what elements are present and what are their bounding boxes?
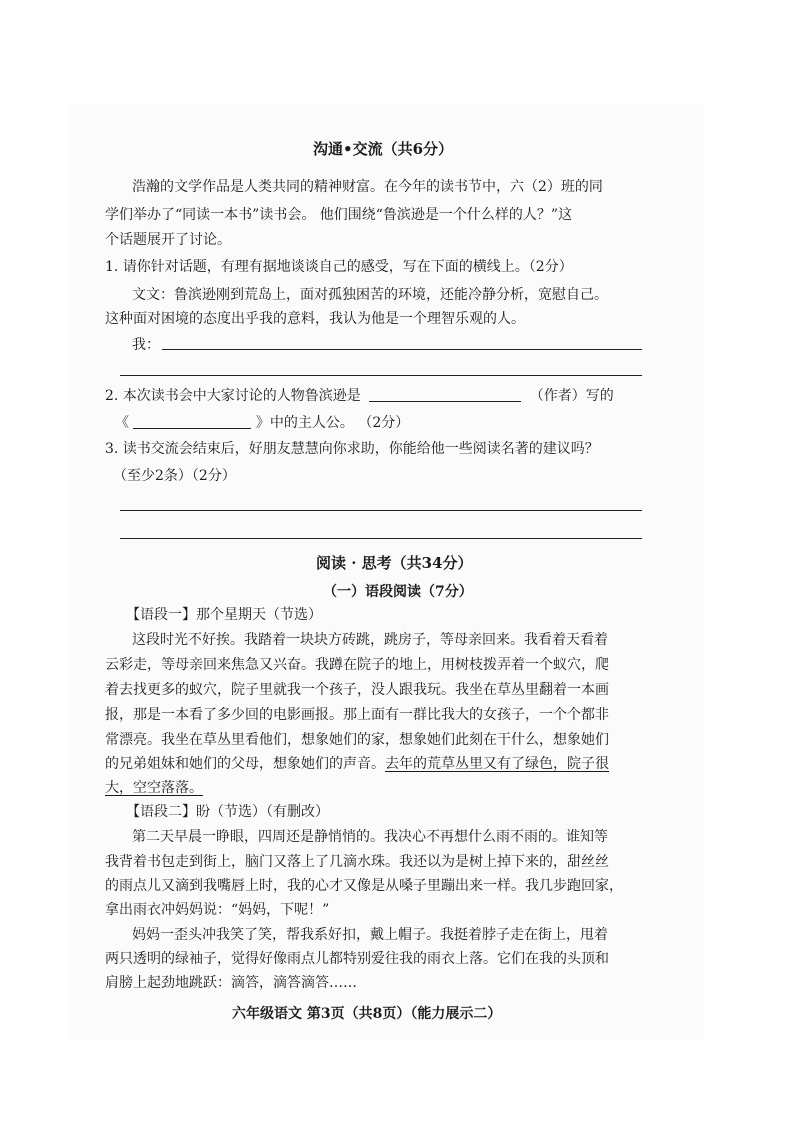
passage-2-line-7: 肩膀上起劲地跳跃：滴答，滴答滴答…… — [105, 975, 357, 991]
passage-1-line-1: 这段时光不好挨。我踏着一块块方砖跳，跳房子，等母亲回来。我看着天看着 — [132, 632, 608, 648]
passage-2-header: 【语段二】盼（节选）（有删改） — [126, 804, 329, 820]
question-3-line-1: 3. 读书交流会结束后，好朋友慧慧向你求助，你能给他一些阅读名著的建议吗？ — [105, 441, 599, 457]
q3-answer-line-2[interactable] — [120, 538, 642, 539]
q1-example-line-2: 这种面对困境的态度出乎我的意料，我认为他是一个理智乐观的人。 — [105, 311, 525, 327]
question-2-line-1 — [105, 384, 614, 408]
q2-author-blank[interactable] — [369, 387, 521, 402]
passage-2-line-1: 第二天早晨一睁眼，四周还是静悄悄的。我决心不再想什么雨不雨的。谁知等 — [132, 829, 608, 845]
question-1: 1. 请你针对话题，有理有据地谈谈自己的感受，写在下面的横线上。（2分） — [105, 259, 573, 275]
passage-2-line-2: 我背着书包走到街上，脑门又落上了几滴水珠。我还以为是树上掉下来的，甜丝丝 — [105, 854, 609, 870]
passage-1-line-3: 着去找更多的蚁穴，院子里就我一个孩子，没人跟我玩。我坐在草丛里翻着一本画 — [105, 682, 609, 698]
passage-2-line-3: 的雨点儿又滴到我嘴唇上时，我的心才又像是从嗓子里蹦出来一样。我几步跑回家， — [105, 878, 623, 894]
q1-answer-line-2[interactable] — [120, 375, 642, 376]
passage-1-line-5: 常漂亮。我坐在草丛里看他们，想象她们的家，想象她们此刻在干什么，想象她们 — [105, 732, 609, 748]
section-subtitle-passage-reading: （一）语段阅读（7分） — [323, 584, 473, 600]
passage-1-line-2: 云彩走，等母亲回来焦急又兴奋。我蹲在院子的地上，用树枝拨弄着一个蚁穴，爬 — [105, 657, 609, 673]
q2-text-3: 》中的主人公。 （2分） — [255, 415, 410, 431]
q2-bracket-open: 《 — [115, 415, 129, 431]
question-3-line-2: （至少2条）（2分） — [113, 468, 236, 484]
q1-answer-label: 我： — [132, 337, 160, 353]
passage-1-underlined-sentence: 去年的荒草丛里又有了绿色，院子很 — [385, 756, 609, 772]
intro-line-2: 学们举办了“同读一本书”读书会。 他们围绕“鲁滨逊是一个什么样的人？”这 — [105, 207, 573, 223]
passage-1-line-6 — [105, 752, 609, 776]
passage-1-header: 【语段一】那个星期天（节选） — [126, 607, 322, 623]
q1-answer-line-1[interactable] — [162, 349, 642, 350]
passage-2-line-5: 妈妈一歪头冲我笑了笑，帮我系好扣，戴上帽子。我挺着脖子走在街上，甩着 — [132, 927, 608, 943]
passage-1-underlined-sentence-end: 大，空空落落。 — [105, 780, 203, 796]
q2-text-2: （作者）写的 — [529, 388, 614, 404]
q2-text-1: 2. 本次读书会中大家讨论的人物鲁滨逊是 — [105, 388, 361, 404]
passage-2-line-4: 拿出雨衣冲妈妈说：“妈妈，下呢！” — [105, 902, 330, 918]
q2-book-blank[interactable] — [133, 414, 251, 429]
section-title-reading: 阅读 · 思考（共34分） — [316, 554, 473, 572]
q3-answer-line-1[interactable] — [120, 510, 642, 511]
intro-line-1: 浩瀚的文学作品是人类共同的精神财富。在今年的读书节中，六（2）班的同 — [132, 179, 603, 195]
section-title-communication: 沟通•交流（共6分） — [313, 140, 454, 158]
question-2-line-2 — [115, 411, 409, 435]
intro-line-3: 个话题展开了讨论。 — [105, 232, 231, 248]
q1-example-line-1: 文文：鲁滨逊刚到荒岛上，面对孤独困苦的环境，还能冷静分析，宽慰自己。 — [132, 287, 608, 303]
passage-1-line-6-text: 的兄弟姐妹和她们的父母，想象她们的声音。 — [105, 756, 385, 772]
passage-1-line-4: 报，那是一本看了多少回的电影画报。那上面有一群比我大的女孩子，一个个都非 — [105, 707, 609, 723]
page-footer: 六年级语文 第3页（共8页）（能力展示二） — [232, 1006, 502, 1022]
passage-2-line-6: 两只透明的绿袖子，觉得好像雨点儿都特别爱往我的雨衣上落。它们在我的头顶和 — [105, 951, 609, 967]
